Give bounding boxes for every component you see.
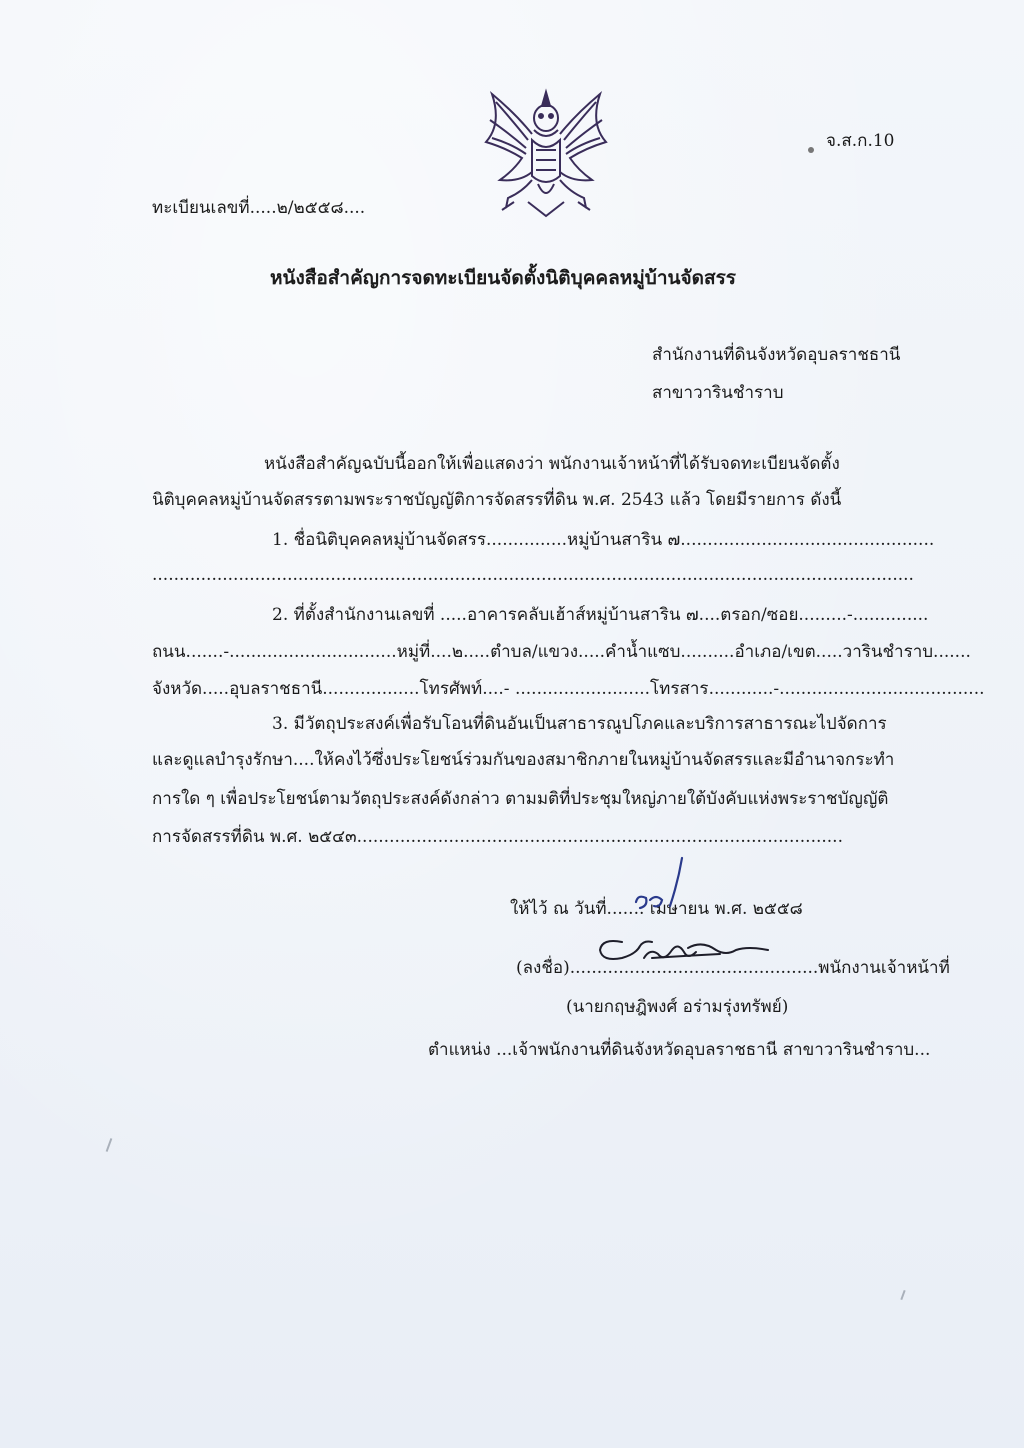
ink-speck xyxy=(808,147,814,153)
registration-number: ทะเบียนเลขที่.....๒/๒๕๕๘.... xyxy=(152,198,366,218)
intro-line-2: นิติบุคคลหมู่บ้านจัดสรรตามพระราชบัญญัติการจัดสรรที่ดิน พ.ศ. 2543 แล้ว โดยมีรายการ ดังนี้ xyxy=(152,490,842,510)
issue-date: ให้ไว้ ณ วันที่....... เมษายน พ.ศ. ๒๕๕๘ xyxy=(510,899,803,919)
signer-position: ตำแหน่ง ...เจ้าพนักงานที่ดินจังหวัดอุบลราชธานี สาขาวารินชำราบ... xyxy=(428,1040,931,1060)
handwritten-signature xyxy=(592,928,772,972)
signer-name: (นายกฤษฎิพงศ์ อร่ามรุ่งทรัพย์) xyxy=(566,997,789,1017)
item-1-line-1: 1. ชื่อนิติบุคคลหมู่บ้านจัดสรร...............หมู่บ้านสาริน ๗............................................... xyxy=(272,530,935,550)
item-1-line-2: ............................................................................................................................................. xyxy=(152,565,914,585)
item-3-line-1: 3. มีวัตถุประสงค์เพื่อรับโอนที่ดินอันเป็นสาธารณูปโภคและบริการสาธารณะไปจัดการ xyxy=(272,714,887,734)
item-3-line-3: การใด ๆ เพื่อประโยชน์ตามวัตถุประสงค์ดังกล่าว ตามมติที่ประชุมใหญ่ภายใต้บังคับแห่งพระราชบัญญัติ xyxy=(152,789,889,809)
handwritten-day-icon xyxy=(624,856,688,914)
item-3-line-2: และดูแลบำรุงรักษา....ให้คงไว้ซึ่งประโยชน์ร่วมกันของสมาชิกภายในหมู่บ้านจัดสรรและมีอำนาจกระทำ xyxy=(152,750,895,770)
item-2-line-2: ถนน.......-...............................หมู่ที่....๒.....ตำบล/แขวง.....คำน้ำแซบ..........อำเภอ/เขต.....วารินชำราบ....... xyxy=(152,642,971,662)
intro-line-1: หนังสือสำคัญฉบับนี้ออกให้เพื่อแสดงว่า พนักงานเจ้าหน้าที่ได้รับจดทะเบียนจัดตั้ง xyxy=(264,454,840,474)
item-3-line-4: การจัดสรรที่ดิน พ.ศ. ๒๕๔๓.......................................................................................... xyxy=(152,827,843,847)
document-title: หนังสือสำคัญการจดทะเบียนจัดตั้งนิติบุคคลหมู่บ้านจัดสรร xyxy=(270,267,737,289)
garuda-emblem-icon xyxy=(472,84,620,224)
office-branch: สาขาวารินชำราบ xyxy=(652,383,784,403)
signature-line: (ลงชื่อ)..............................................พนักงานเจ้าหน้าที่ xyxy=(516,958,950,978)
form-code: จ.ส.ก.10 xyxy=(826,131,895,151)
item-2-line-3: จังหวัด.....อุบลราชธานี..................โทรศัพท์....- .........................โทรสาร............-...................................... xyxy=(152,679,985,699)
item-2-line-1: 2. ที่ตั้งสำนักงานเลขที่ .....อาคารคลับเฮ้าส์หมู่บ้านสาริน ๗....ตรอก/ซอย.........-.............. xyxy=(272,605,929,625)
paper-mark xyxy=(106,1138,113,1152)
office-name: สำนักงานที่ดินจังหวัดอุบลราชธานี xyxy=(652,345,901,365)
paper-mark xyxy=(900,1290,905,1300)
